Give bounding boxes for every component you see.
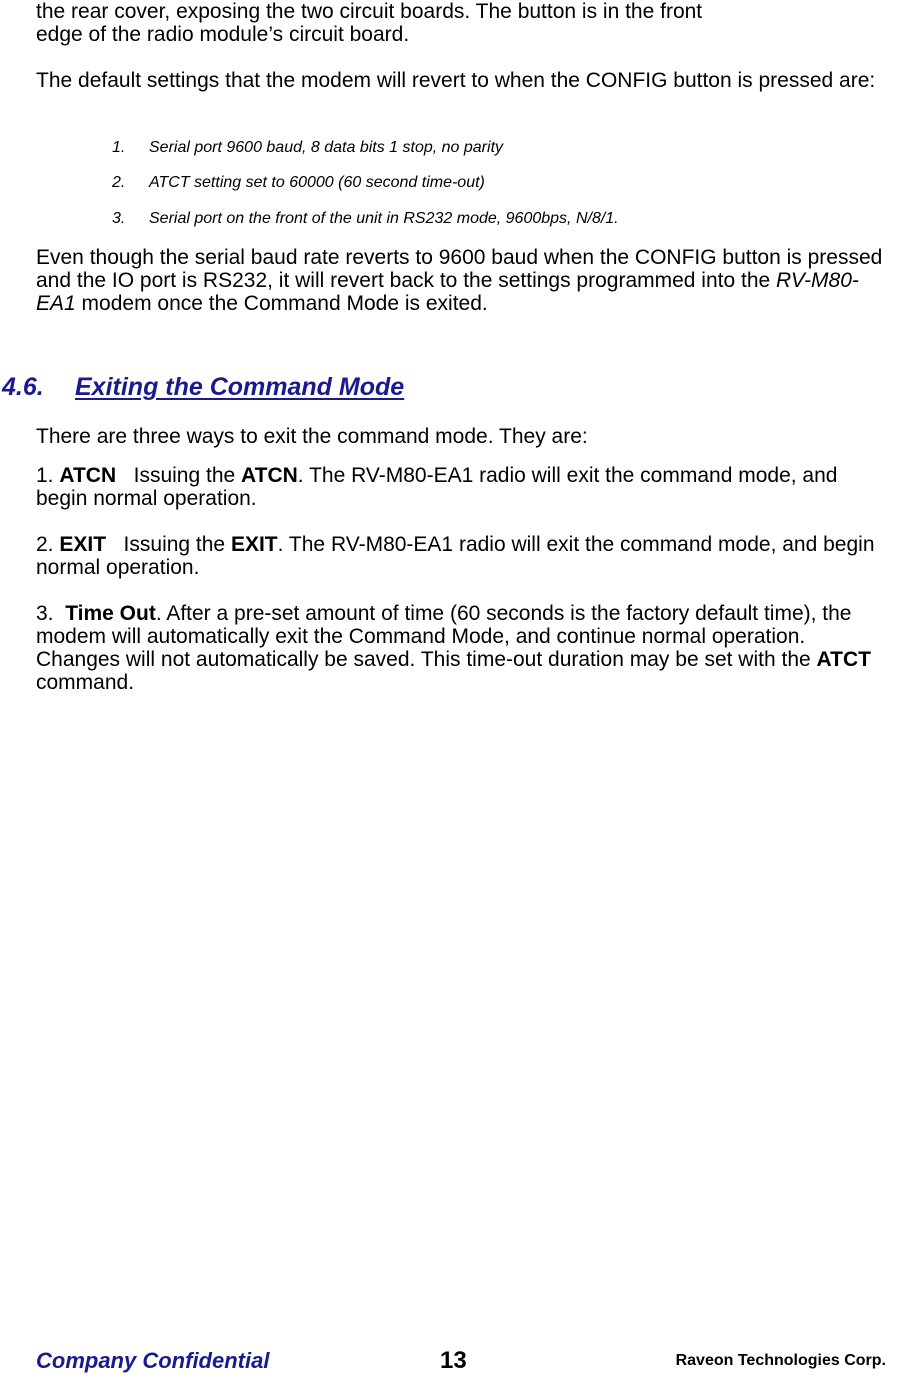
intro-paragraph	[36, 0, 886, 46]
section-number: 4.6.	[2, 373, 44, 401]
footer-company: Raveon Technologies Corp.	[675, 1352, 886, 1369]
method-key-2: EXIT	[230, 533, 278, 556]
method-text: Issuing the	[116, 464, 242, 487]
section-title: Exiting the Command Mode	[75, 373, 405, 401]
method-text-2: . The RV-M80-EA1 radio will exit the command mode, and begin normal operation.	[36, 464, 838, 510]
method-paragraph-exit	[36, 533, 886, 579]
section-heading	[2, 372, 404, 402]
atct-command: ATCT	[816, 648, 871, 671]
method-key: EXIT	[59, 533, 107, 556]
intro-line-2: edge of the radio module’s circuit board.	[36, 23, 410, 46]
method-key: ATCN	[59, 464, 117, 487]
method-paragraph-atcn	[36, 464, 886, 510]
footer-confidential: Company Confidential	[36, 1348, 270, 1373]
method-number: 3.	[36, 602, 66, 625]
list-number: 3.	[112, 210, 126, 227]
intro-line-1: the rear cover, exposing the two circuit boards. The button is in the front	[36, 0, 703, 23]
list-text: Serial port on the front of the unit in RS232 mode, 9600bps, N/8/1.	[149, 210, 619, 227]
list-item	[112, 173, 485, 193]
list-number: 2.	[112, 174, 126, 191]
list-text: Serial port 9600 baud, 8 data bits 1 stop, no parity	[149, 139, 504, 156]
method-number: 2.	[36, 533, 60, 556]
revert-paragraph	[36, 246, 886, 315]
method-text: Issuing the	[106, 533, 231, 556]
method-text-2: . The RV-M80-EA1 radio will exit the command mode, and begin normal operation.	[36, 533, 875, 579]
list-item	[112, 209, 619, 229]
revert-text-1: Even though the serial baud rate reverts to 9600 baud when the CONFIG button is pressed and the IO port is RS232, it will revert back to the settings programmed into the	[36, 246, 883, 292]
timeout-key: Time Out	[65, 602, 156, 625]
defaults-paragraph: The default settings that the modem will revert to when the CONFIG button is pressed are:	[36, 69, 876, 92]
exit-intro-paragraph: There are three ways to exit the command mode. They are:	[36, 425, 588, 448]
list-text: ATCT setting set to 60000 (60 second time-out)	[149, 174, 485, 191]
timeout-paragraph	[36, 602, 886, 694]
model-name: RV-M80-EA1	[36, 269, 859, 315]
method-key-2: ATCN	[241, 464, 298, 487]
timeout-text: . After a pre-set amount of time (60 seconds is the factory default time), the modem will automatically exit the Command Mode, and continue normal operation. Changes will not automatically be saved. This time-out duration may be set with the	[36, 602, 852, 671]
revert-text-2: modem once the Command Mode is exited.	[75, 292, 488, 315]
list-number: 1.	[112, 139, 126, 156]
method-number: 1.	[36, 464, 60, 487]
list-item	[112, 138, 503, 158]
page-number: 13	[440, 1347, 467, 1374]
timeout-end: command.	[36, 671, 135, 694]
